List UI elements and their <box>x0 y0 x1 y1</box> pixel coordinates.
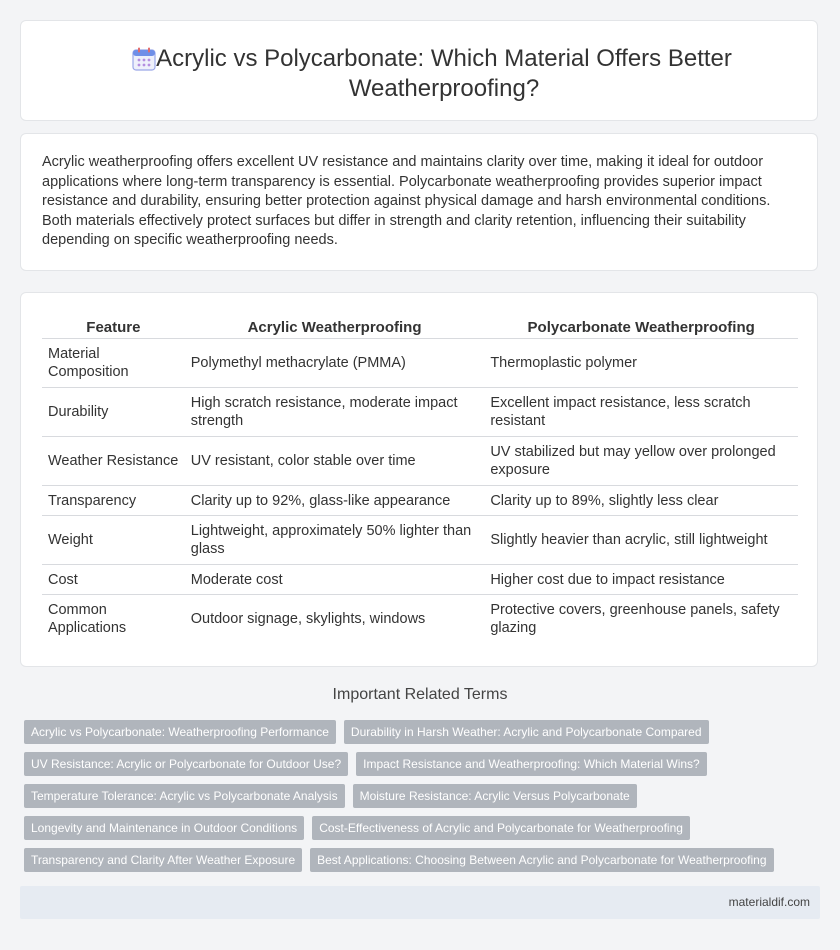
table-row <box>42 595 798 644</box>
related-term-link[interactable]: Transparency and Clarity After Weather Exposure <box>24 848 302 872</box>
title-card <box>20 20 818 121</box>
polycarbonate-cell: Clarity up to 89%, slightly less clear <box>484 486 798 516</box>
polycarbonate-cell: Thermoplastic polymer <box>484 339 798 388</box>
polycarbonate-cell: Higher cost due to impact resistance <box>484 565 798 595</box>
intro-card <box>20 133 818 271</box>
related-term-link[interactable]: Cost-Effectiveness of Acrylic and Polycarbonate for Weatherproofing <box>312 816 690 840</box>
related-terms-row <box>24 752 707 776</box>
polycarbonate-cell: Protective covers, greenhouse panels, safety glazing <box>490 602 780 636</box>
table-row <box>42 486 798 516</box>
table-row <box>42 388 798 437</box>
table-row <box>42 339 798 388</box>
table-row <box>42 437 798 486</box>
acrylic-cell: Outdoor signage, skylights, windows <box>190 611 426 627</box>
footer <box>20 886 820 919</box>
related-term-link[interactable]: Temperature Tolerance: Acrylic vs Polycarbonate Analysis <box>24 784 345 808</box>
footer-site-link[interactable]: materialdif.com <box>728 895 810 909</box>
acrylic-cell: Polymethyl methacrylate (PMMA) <box>185 339 485 388</box>
intro-paragraph: Acrylic weatherproofing offers excellent UV resistance and maintains clarity over time, making it ideal for outdoor applications where long-term transparency is essential. Polycarbonate weatherproofing provides superior impact resistance and durability, ensuring better protection against physical damage and harsh environmental conditions. Both materials effectively protect surfaces but differ in strength and clarity retention, influencing their suitability depending on specific weatherproofing needs. <box>42 154 771 248</box>
acrylic-cell: Clarity up to 92%, glass-like appearance <box>185 486 485 516</box>
related-term-link[interactable]: Longevity and Maintenance in Outdoor Conditions <box>24 816 304 840</box>
acrylic-cell: UV resistant, color stable over time <box>185 437 485 486</box>
related-term-link[interactable]: Acrylic vs Polycarbonate: Weatherproofing Performance <box>24 720 336 744</box>
related-terms-row <box>24 784 637 808</box>
acrylic-cell: Moderate cost <box>185 565 485 595</box>
feature-cell: Weather Resistance <box>42 437 185 486</box>
related-term-link[interactable]: UV Resistance: Acrylic or Polycarbonate for Outdoor Use? <box>24 752 348 776</box>
feature-cell: Weight <box>42 516 185 565</box>
acrylic-cell: Lightweight, approximately 50% lighter than glass <box>185 516 485 565</box>
related-term-link[interactable]: Moisture Resistance: Acrylic Versus Polycarbonate <box>353 784 637 808</box>
related-term-link[interactable]: Impact Resistance and Weatherproofing: Which Material Wins? <box>356 752 707 776</box>
table-row <box>42 565 798 595</box>
feature-cell: Durability <box>42 388 185 437</box>
related-term-link[interactable]: Durability in Harsh Weather: Acrylic and Polycarbonate Compared <box>344 720 709 744</box>
acrylic-cell: High scratch resistance, moderate impact strength <box>185 388 485 437</box>
feature-cell: Cost <box>42 565 185 595</box>
page-title: Acrylic vs Polycarbonate: Which Material Offers Better Weatherproofing? <box>156 45 732 102</box>
polycarbonate-cell: Slightly heavier than acrylic, still lightweight <box>484 516 798 565</box>
feature-cell: Material Composition <box>42 339 185 388</box>
comparison-card <box>20 292 818 667</box>
table-row <box>42 516 798 565</box>
related-terms-title: Important Related Terms <box>332 686 508 703</box>
polycarbonate-cell: Excellent impact resistance, less scratch resistant <box>484 388 798 437</box>
table-header-row <box>42 318 798 339</box>
feature-cell: Common Applications <box>48 602 127 636</box>
comparison-table <box>42 318 798 643</box>
related-term-link[interactable]: Best Applications: Choosing Between Acrylic and Polycarbonate for Weatherproofing <box>310 848 773 872</box>
header-feature: Feature <box>42 318 185 339</box>
related-terms-row <box>24 848 774 872</box>
related-terms-row <box>24 816 690 840</box>
feature-cell: Transparency <box>42 486 185 516</box>
polycarbonate-cell: UV stabilized but may yellow over prolonged exposure <box>484 437 798 486</box>
related-terms-row <box>24 720 709 744</box>
header-polycarbonate: Polycarbonate Weatherproofing <box>484 318 798 339</box>
header-acrylic: Acrylic Weatherproofing <box>185 318 485 339</box>
